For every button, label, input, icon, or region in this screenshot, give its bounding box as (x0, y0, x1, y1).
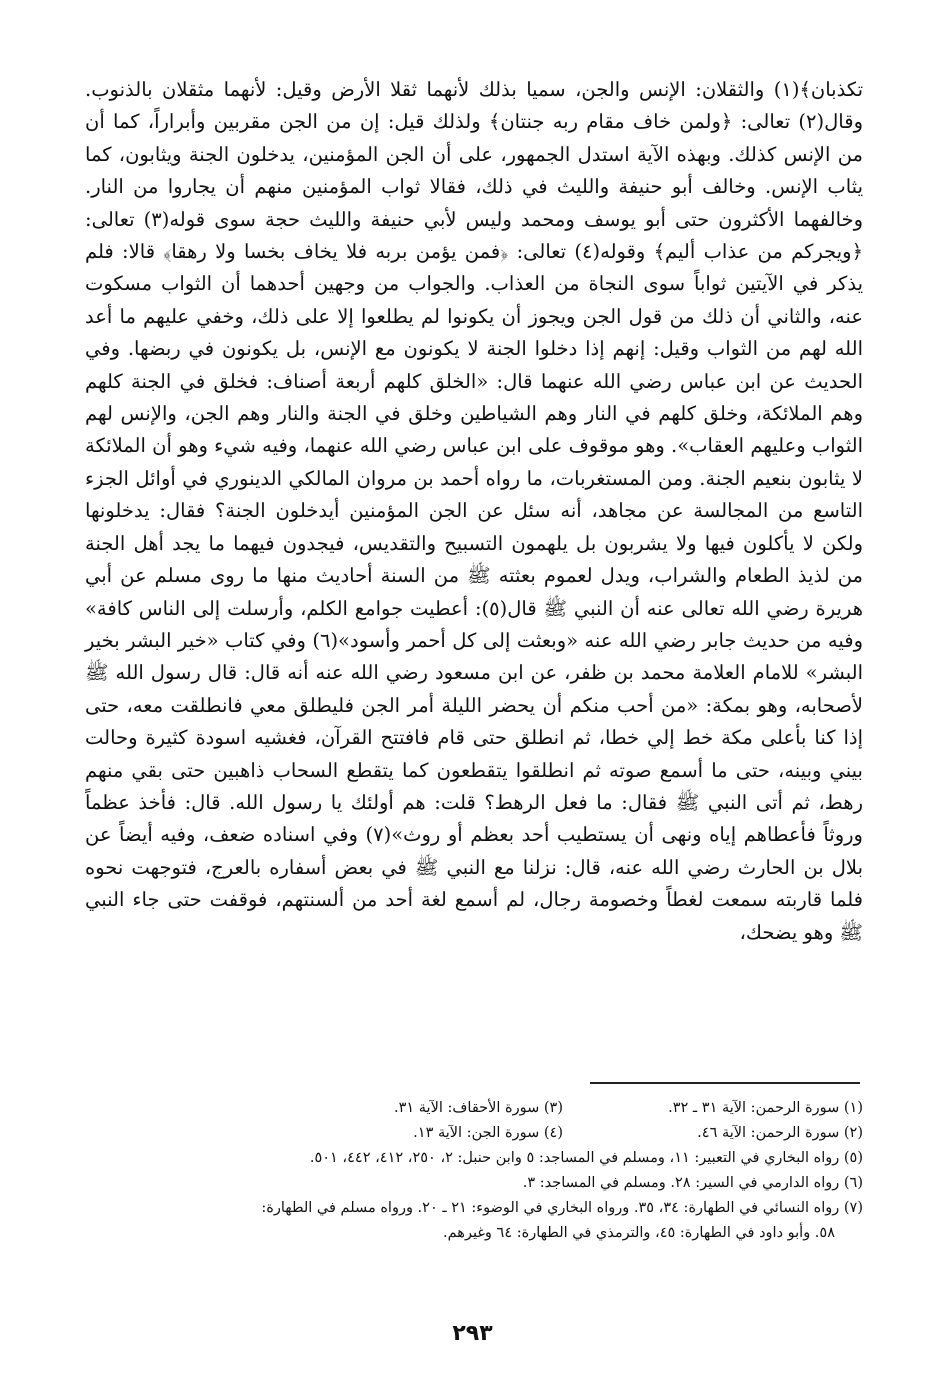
footnote-3: (٣) سورة الأحقاف: الآية ٣١. (393, 1100, 563, 1116)
footnote-separator (590, 1082, 860, 1084)
footnote-7-continued: ٥٨. وأبو داود في الطهارة: ٤٥، والترمذي في الطهارة: ٦٤ وغيرهم. (443, 1225, 835, 1241)
footnote-1: (١) سورة الرحمن: الآية ٣١ ـ ٣٢. (668, 1100, 863, 1116)
footnote-6: (٦) رواه الدارمي في السير: ٢٨. ومسلم في المساجد: ٣. (522, 1175, 863, 1191)
footnote-5: (٥) رواه البخاري في التعبير: ١١، ومسلم في المساجد: ٥ وابن حنبل: ٢، ٢٥٠، ٤١٢، ٤٤٢، ٥٠١. (309, 1150, 863, 1166)
footnote-4: (٤) سورة الجن: الآية ١٣. (413, 1125, 563, 1141)
main-text-block (85, 74, 863, 949)
footnote-row (85, 1096, 863, 1121)
footnote-2: (٢) سورة الرحمن: الآية ٤٦. (697, 1125, 863, 1141)
footnote-7: (٧) رواه النسائي في الطهارة: ٣٤، ٣٥. ورواه البخاري في الوضوء: ٢١ ـ ٢٠. ورواه مسلم في الطهارة: (261, 1200, 863, 1216)
page-number: ٢٩٣ (452, 1321, 493, 1346)
body-paragraph: تكذبان﴾(١) والثقلان: الإنس والجن، سميا بذلك لأنهما ثقلا الأرض وقيل: لأنهما مثقلان بالذنوب. وقال(٢) تعالى: ﴿ولمن خاف مقام ربه جنتان﴾ ولذلك قيل: إن من الجن مقربين وأبراراً، كما أن من الإنس كذلك. وبهذه الآية استدل الجمهور، على أن الجن المؤمنين، يدخلون الجنة ويثابون، كما يثاب الإنس. وخالف أبو حنيفة والليث في ذلك، فقالا ثواب المؤمنين منهم أن يجاروا من النار. وخالفهما الأكثرون حتى أبو يوسف ومحمد وليس لأبي حنيفة والليث حجة سوى قوله(٣) تعالى: ﴿ويجركم من عذاب أليم﴾ وقوله(٤) تعالى: ﴿فمن يؤمن بربه فلا يخاف بخسا ولا رهقا﴾ قالا: فلم يذكر في الآيتين ثواباً سوى النجاة من العذاب. والجواب من وجهين أحدهما أن الثواب مسكوت عنه، والثاني أن ذلك من قول الجن ويجوز أن يكونوا لم يطلعوا إلا على ذلك، وخفي عليهم ما أعد الله لهم من الثواب وقيل: إنهم إذا دخلوا الجنة لا يكونون مع الإنس، بل يكونون في ربضها. وفي الحديث عن ابن عباس رضي الله عنهما قال: «الخلق كلهم أربعة أصناف: فخلق في الجنة كلهم وهم الملائكة، وخلق كلهم في النار وهم الشياطين وخلق في الجنة والنار وهم الجن، والإنس لهم الثواب وعليهم العقاب». وهو موقوف على ابن عباس رضي الله عنهما، وفيه شيء وهو أن الملائكة لا يثابون بنعيم الجنة. ومن المستغربات، ما رواه أحمد بن مروان المالكي الدينوري في أوائل الجزء التاسع من المجالسة عن مجاهد، أنه سئل عن الجن المؤمنين أيدخلون الجنة؟ فقال: يدخلونها ولكن لا يأكلون فيها ولا يشربون بل يلهمون التسبيح والتقديس، فيجدون فيهما ما يجد أهل الجنة من لذيذ الطعام والشراب، ويدل لعموم بعثته ﷺ من السنة أحاديث منها ما روى مسلم عن أبي هريرة رضي الله تعالى عنه أن النبي ﷺ قال(٥): أعطيت جوامع الكلم، وأرسلت إلى الناس كافة» وفيه من حديث جابر رضي الله عنه «وبعثت إلى كل أحمر وأسود»(٦) وفي كتاب «خير البشر بخير البشر» للامام العلامة محمد بن ظفر، عن ابن مسعود رضي الله عنه أنه قال: قال رسول الله ﷺ لأصحابه، وهو بمكة: «من أحب منكم أن يحضر الليلة أمر الجن فليطلق معي فانطلقت معه، حتى إذا كنا بأعلى مكة خط إلي خطا، ثم انطلق حتى قام فافتتح القرآن، فغشيه اسودة كثيرة وحالت بيني وبينه، حتى ما أسمع صوته ثم انطلقوا يتقطعون كما يتقطع السحاب ذاهبين حتى بقي منهم رهط، ثم أتى النبي ﷺ فقال: ما فعل الرهط؟ قلت: هم أولئك يا رسول الله. قال: فأخذ عظماً وروثاً فأعطاهم إياه ونهى أن يستطيب أحد بعظم أو روث»(٧) وفي اسناده ضعف، وفيه أيضاً عن بلال بن الحارث رضي الله عنه، قال: نزلنا مع النبي ﷺ في بعض أسفاره بالعرج، فتوجهت نحوه فلما قاربته سمعت لغطاً وخصومة رجال، لم أسمع لغة أحد من ألسنتهم، فوقفت حتى جاء النبي ﷺ وهو يضحك، (85, 78, 863, 944)
footnotes (85, 1096, 863, 1246)
footnote-row (85, 1121, 863, 1146)
